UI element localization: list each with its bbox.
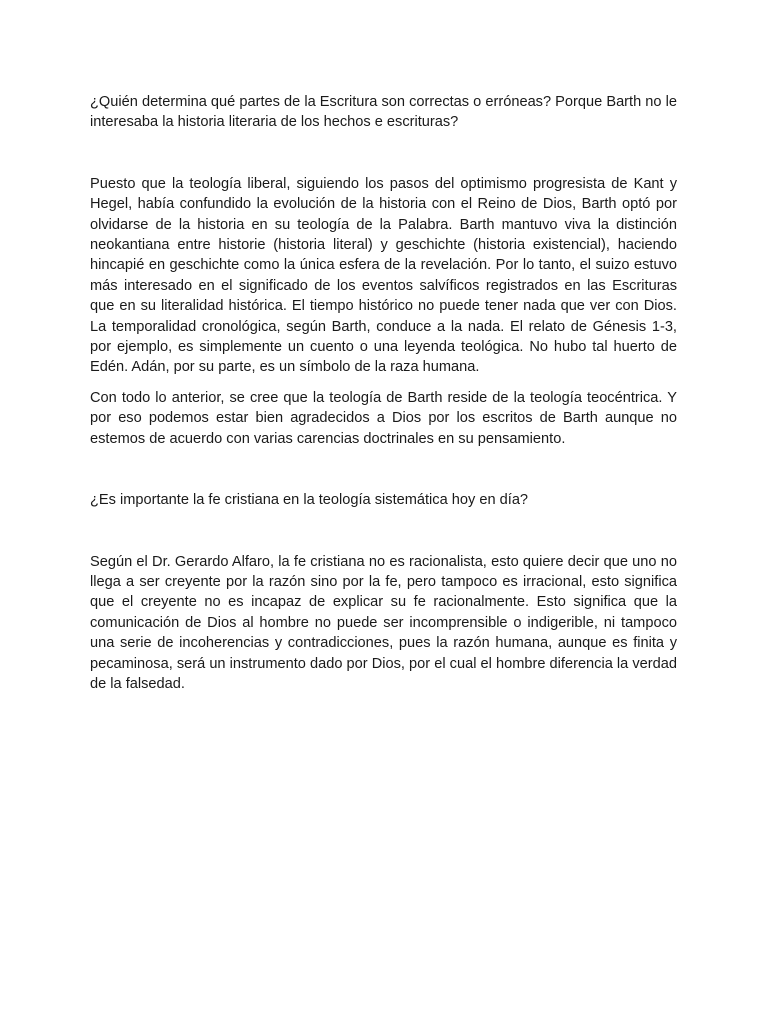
body-paragraph-barth-history: Puesto que la teología liberal, siguiendo los pasos del optimismo progresista de Kant y Hegel, había confundido la evolución de la historia con el Reino de Dios, Barth optó por olvidarse de la historia en su teología de la Palabra. Barth mantuvo viva la distinción neokantiana entre historie (historia literal) y geschichte (historia existencial), haciendo hincapié en geschichte como la única esfera de la revelación. Por lo tanto, el suizo estuvo más interesado en el significado de los eventos salvíficos registrados en las Escrituras que en su literalidad histórica. El tiempo histórico no puede tener nada que ver con Dios. La temporalidad cronológica, según Barth, conduce a la nada. El relato de Génesis 1-3, por ejemplo, es simplemente un cuento o una leyenda teológica. No hubo tal huerto de Edén. Adán, por su parte, es un símbolo de la raza humana. bbox=[90, 175, 677, 376]
question-paragraph-2: ¿Es importante la fe cristiana en la teología sistemática hoy en día? bbox=[90, 492, 529, 509]
body-paragraph-faith: Según el Dr. Gerardo Alfaro, la fe cristiana no es racionalista, esto quiere decir que uno no llega a ser creyente por la razón sino por la fe, pero tampoco es irracional, esto significa que el creyente no es incapaz de explicar su fe racionalmente. Esto significa que la comunicación de Dios al hombre no puede ser incomprensible o indigerible, ni tampoco una serie de incoherencias y contradicciones, pues la razón humana, aunque es finita y pecaminosa, será un instrumento dado por Dios, por el cual el hombre diferencia la verdad de la falsedad. bbox=[90, 553, 677, 692]
question-paragraph-1: ¿Quién determina qué partes de la Escritura son correctas o erróneas? Porque Barth no le interesaba la historia literaria de los hechos e escrituras? bbox=[90, 94, 677, 131]
body-paragraph-conclusion: Con todo lo anterior, se cree que la teología de Barth reside de la teología teocéntrica. Y por eso podemos estar bien agradecidos a Dios por los escritos de Barth aunque no estemos de acuerdo con varias carencias doctrinales en su pensamiento. bbox=[90, 389, 677, 447]
document-body bbox=[90, 92, 677, 694]
